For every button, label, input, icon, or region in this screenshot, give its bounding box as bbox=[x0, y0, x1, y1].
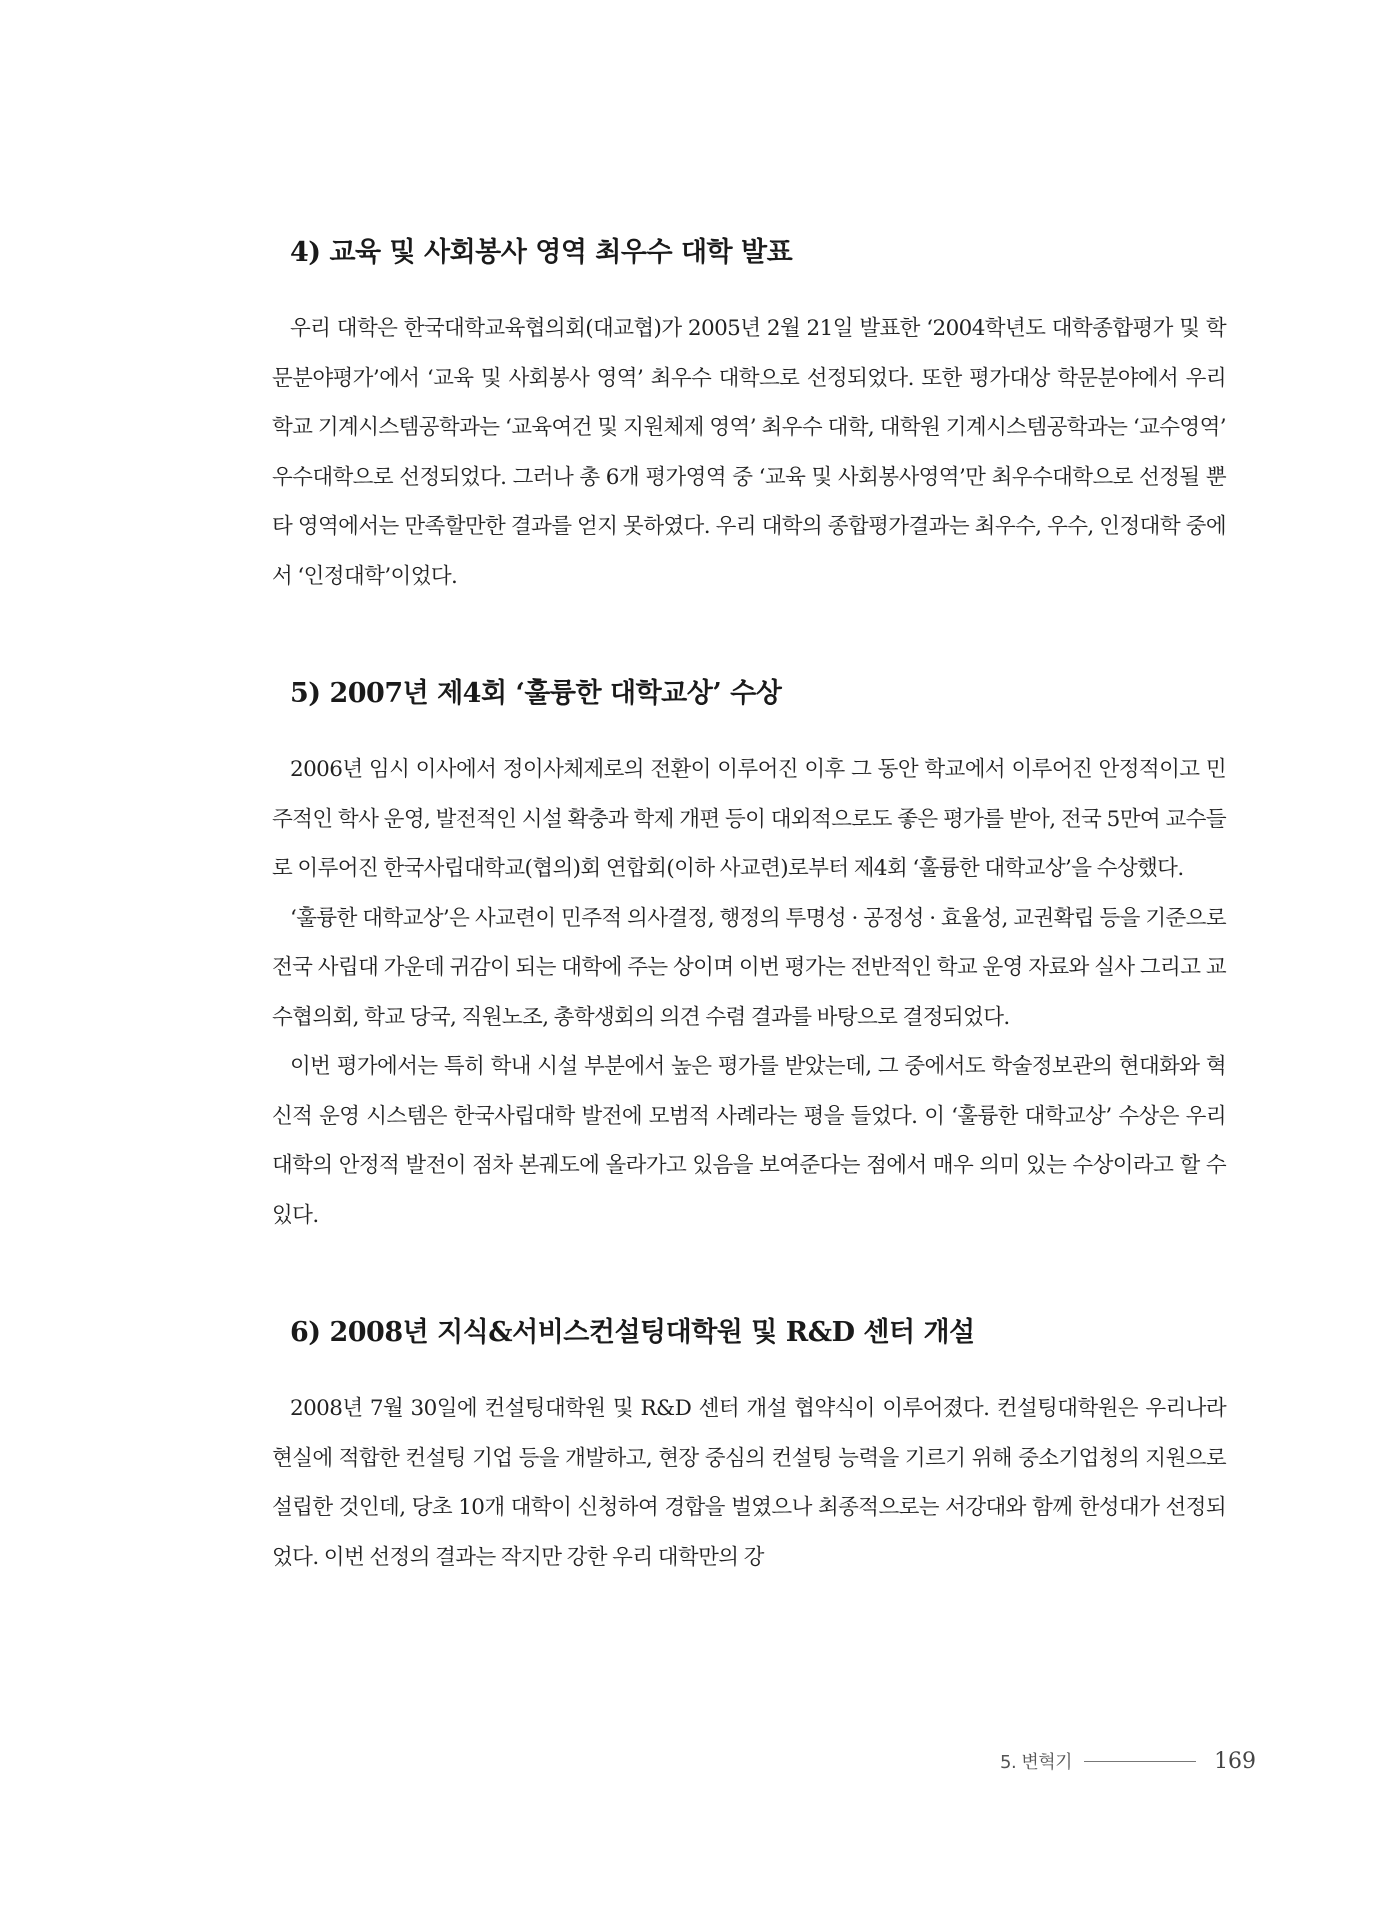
section-heading: 4) 교육 및 사회봉사 영역 최우수 대학 발표 bbox=[290, 237, 793, 268]
section-heading: 5) 2007년 제4회 ‘훌륭한 대학교상’ 수상 bbox=[290, 678, 782, 709]
section-6 bbox=[272, 1308, 1226, 1582]
paragraph: 2008년 7월 30일에 컨설팅대학원 및 R&D 센터 개설 협약식이 이루어졌다. 컨설팅대학원은 우리나라 현실에 적합한 컨설팅 기업 등을 개발하고, 현장 중심의 컨설팅 능력을 기르기 위해 중소기업청의 지원으로 설립한 것인데, 당초 10개 대학이 신청하여 경합을 벌였으나 최종적으로는 서강대와 함께 한성대가 선정되었다. 이번 선정의 결과는 작지만 강한 우리 대학만의 강 bbox=[272, 1396, 1226, 1570]
page-footer bbox=[1000, 1745, 1292, 1777]
section-5 bbox=[272, 669, 1226, 1240]
paragraph: 2006년 임시 이사에서 정이사체제로의 전환이 이루어진 이후 그 동안 학교에서 이루어진 안정적이고 민주적인 학사 운영, 발전적인 시설 확충과 학제 개편 등이 대외적으로도 좋은 평가를 받아, 전국 5만여 교수들로 이루어진 한국사립대학교(협의)회 연합회(이하 사교련)로부터 제4회 ‘훌륭한 대학교상’을 수상했다. bbox=[272, 757, 1226, 881]
footer-chapter-title: 5. 변혁기 bbox=[1000, 1752, 1073, 1773]
section-heading: 6) 2008년 지식&서비스컨설팅대학원 및 R&D 센터 개설 bbox=[290, 1317, 975, 1348]
page-number: 169 bbox=[1214, 1748, 1257, 1774]
footer-divider-line bbox=[1084, 1761, 1196, 1762]
section-4 bbox=[272, 228, 1226, 601]
paragraph: 우리 대학은 한국대학교육협의회(대교협)가 2005년 2월 21일 발표한 ‘2004학년도 대학종합평가 및 학문분야평가’에서 ‘교육 및 사회봉사 영역’ 최우수 대학으로 선정되었다. 또한 평가대상 학문분야에서 우리 학교 기계시스템공학과는 ‘교육여건 및 지원체제 영역’ 최우수 대학, 대학원 기계시스템공학과는 ‘교수영역’ 우수대학으로 선정되었다. 그러나 총 6개 평가영역 중 ‘교육 및 사회봉사영역’만 최우수대학으로 선정될 뿐 타 영역에서는 만족할만한 결과를 얻지 못하였다. 우리 대학의 종합평가결과는 최우수, 우수, 인정대학 중에서 ‘인정대학’이었다. bbox=[272, 316, 1226, 589]
paragraph: ‘훌륭한 대학교상’은 사교련이 민주적 의사결정, 행정의 투명성 · 공정성 · 효율성, 교권확립 등을 기준으로 전국 사립대 가운데 귀감이 되는 대학에 주는 상이며 이번 평가는 전반적인 학교 운영 자료와 실사 그리고 교수협의회, 학교 당국, 직원노조, 총학생회의 의견 수렴 결과를 바탕으로 결정되었다. bbox=[272, 905, 1226, 1030]
paragraph: 이번 평가에서는 특히 학내 시설 부분에서 높은 평가를 받았는데, 그 중에서도 학술정보관의 현대화와 혁신적 운영 시스템은 한국사립대학 발전에 모범적 사례라는 평을 들었다. 이 ‘훌륭한 대학교상’ 수상은 우리 대학의 안정적 발전이 점차 본궤도에 올라가고 있음을 보여준다는 점에서 매우 의미 있는 수상이라고 할 수 있다. bbox=[272, 1054, 1226, 1228]
page-body bbox=[272, 228, 1226, 1582]
